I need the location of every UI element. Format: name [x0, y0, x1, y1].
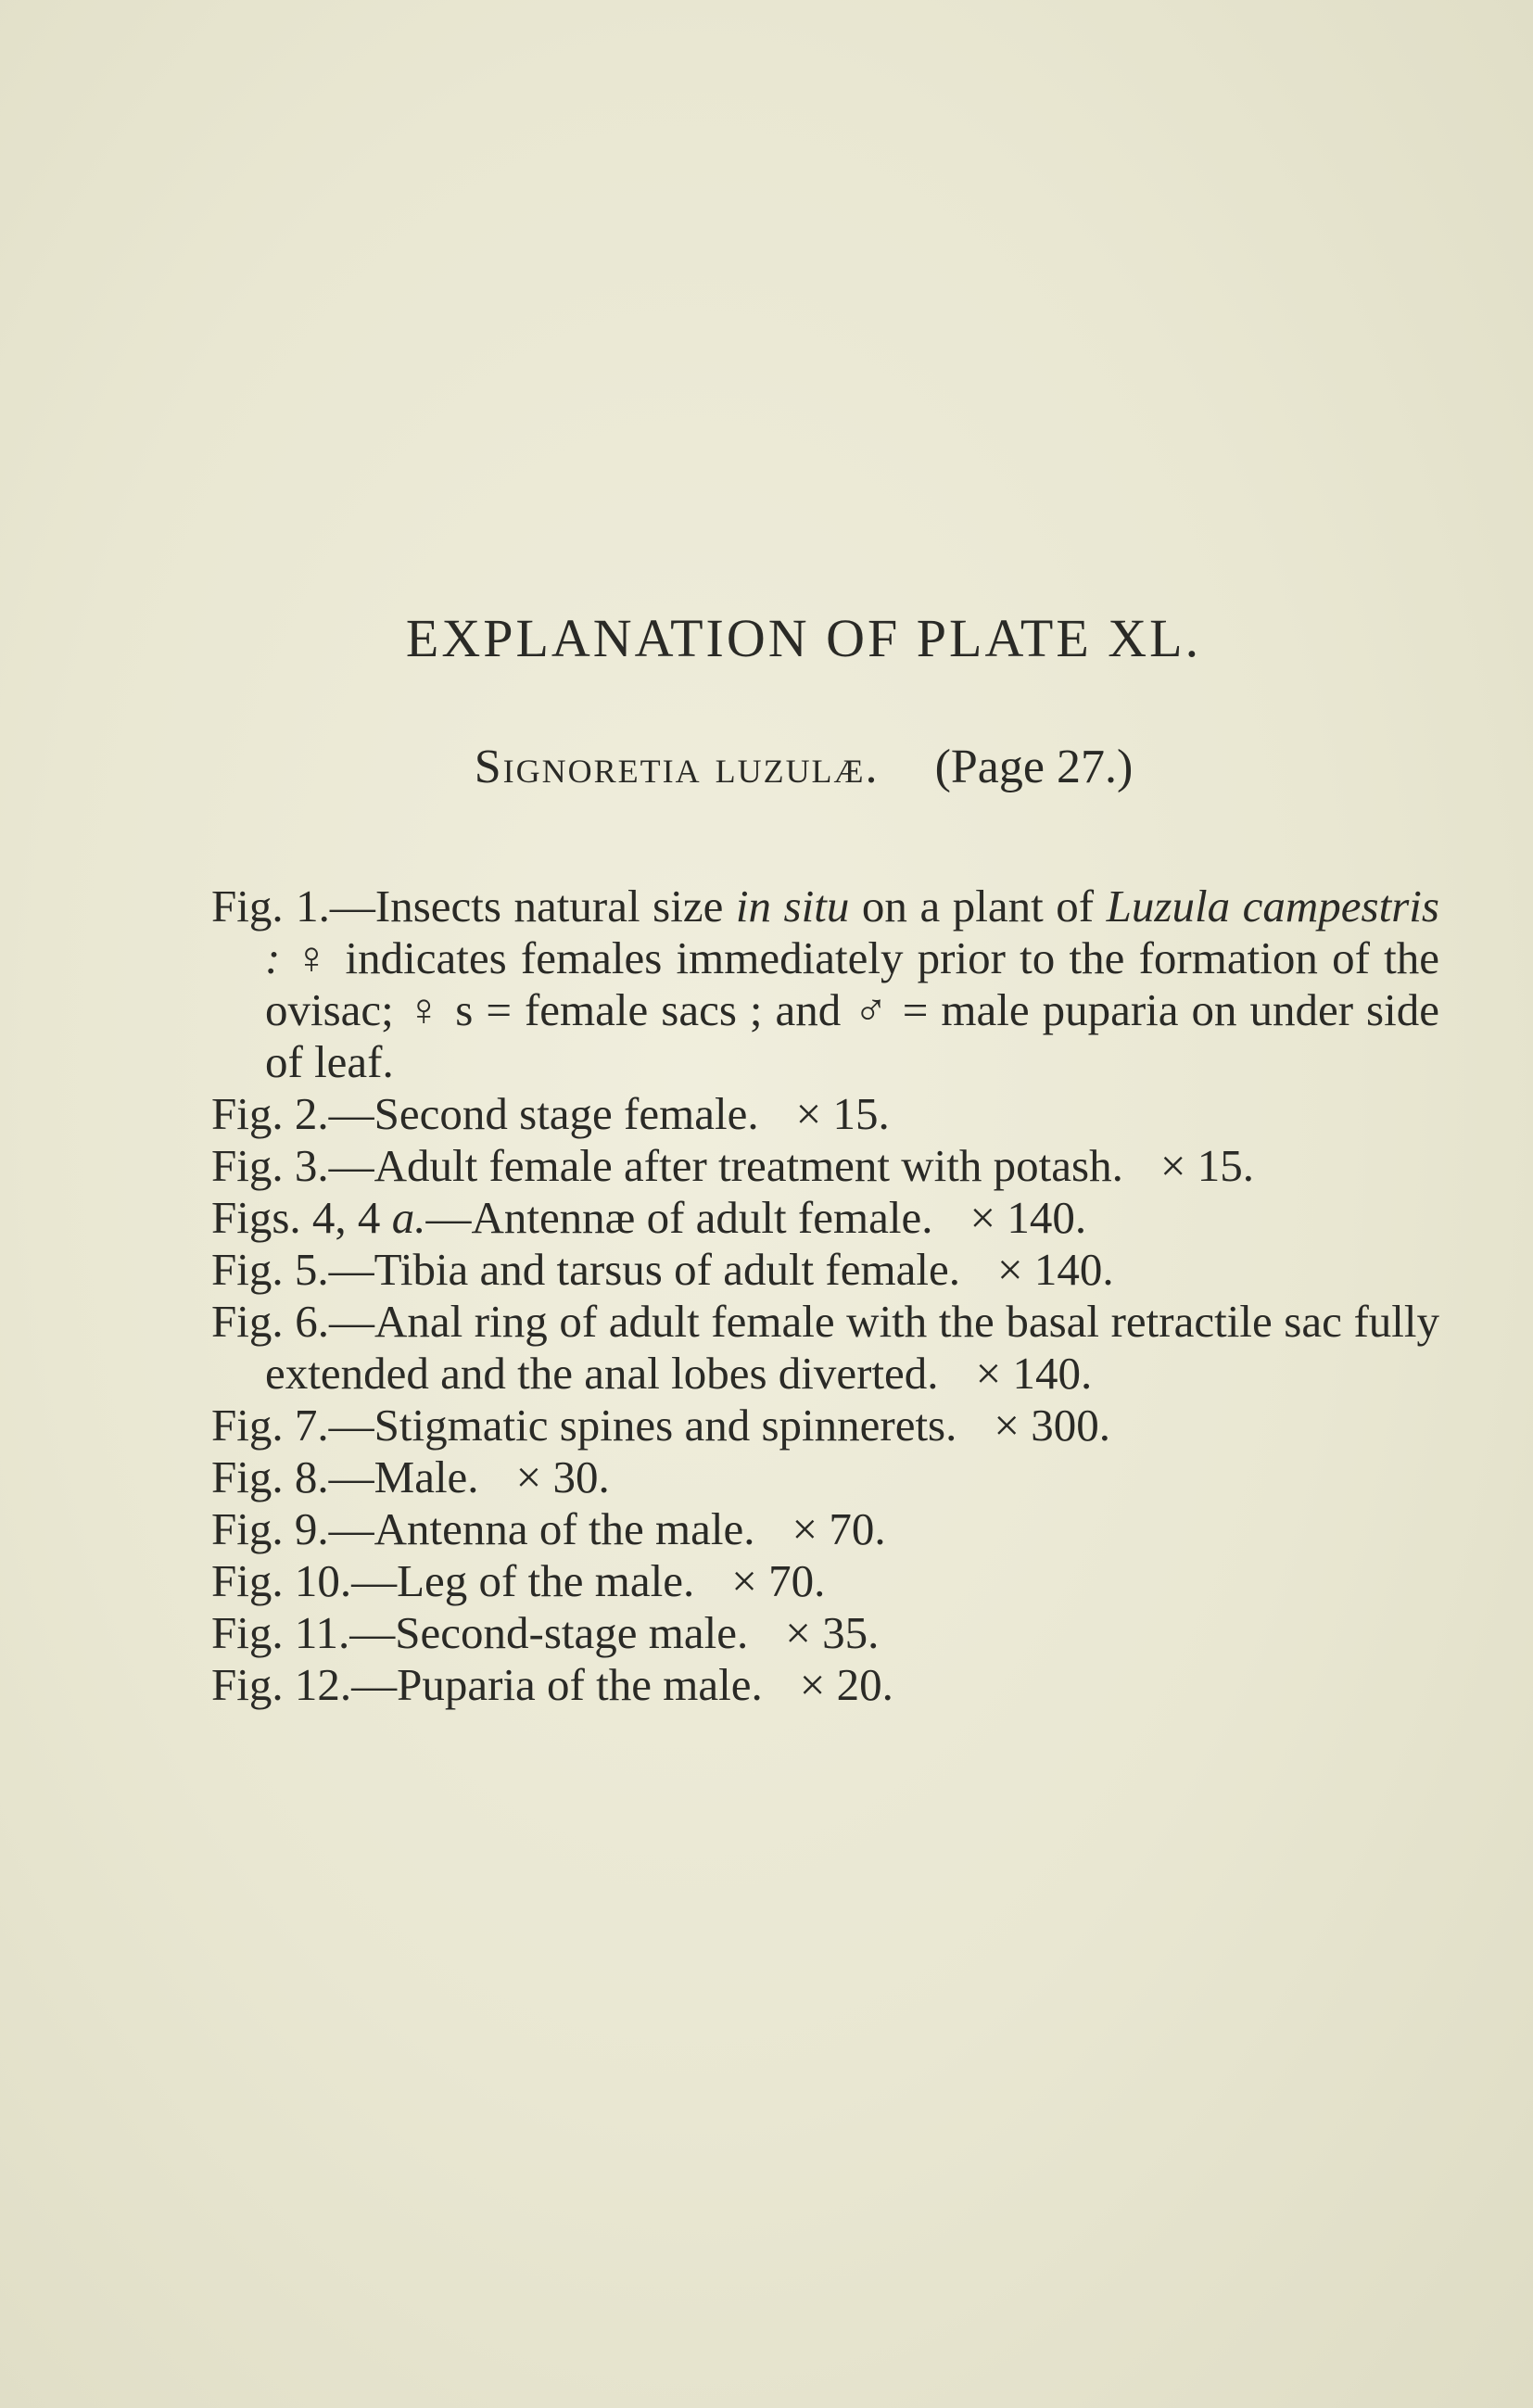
figure-text: —Adult female after treatment with potash. [328, 1140, 1123, 1191]
figure-label: Fig. 8. [211, 1451, 329, 1502]
magnification: × 35. [785, 1607, 880, 1658]
figure-label: Fig. 9. [211, 1503, 329, 1554]
figure-entry-12 [211, 1659, 1439, 1711]
magnification: × 15. [1159, 1140, 1254, 1191]
magnification: × 15. [795, 1088, 890, 1139]
figure-text: —Stigmatic spines and spinnerets. [328, 1400, 957, 1451]
figure-label: Fig. 1. [211, 881, 330, 932]
figure-label-italic: a. [380, 1192, 426, 1243]
magnification: × 140. [975, 1348, 1093, 1399]
figure-entry-10 [211, 1555, 1439, 1607]
figure-label: Fig. 6. [211, 1296, 329, 1347]
page-reference: (Page 27.) [934, 741, 1134, 793]
figure-text: —Insects natural size [329, 881, 736, 932]
figure-entry-4 [211, 1192, 1439, 1244]
figure-entry-1 [211, 881, 1439, 1088]
magnification: × 20. [799, 1659, 893, 1710]
figure-label: Fig. 3. [211, 1140, 329, 1191]
figure-text: —Antenna of the male. [328, 1503, 755, 1554]
figure-text: on a plant of [849, 881, 1107, 932]
figure-text-italic: in situ [735, 881, 850, 932]
plate-subtitle [0, 740, 1533, 794]
magnification: × 140. [996, 1244, 1114, 1295]
figure-label: Fig. 10. [211, 1555, 352, 1606]
figure-label: Fig. 11. [211, 1607, 350, 1658]
figure-entry-11 [211, 1607, 1439, 1659]
magnification: × 300. [994, 1400, 1111, 1451]
figure-entry-3 [211, 1140, 1439, 1192]
figure-label: Figs. 4, 4 [211, 1192, 381, 1243]
figure-text-italic: Luzula campestris : [265, 881, 1439, 983]
species-name: Signoretia luzulæ. [474, 741, 880, 793]
figure-entry-5 [211, 1244, 1439, 1296]
figure-entry-6 [211, 1296, 1439, 1400]
magnification: × 140. [969, 1192, 1087, 1243]
figure-label: Fig. 2. [211, 1088, 329, 1139]
figure-label: Fig. 7. [211, 1400, 329, 1451]
figure-text: —Antennæ of adult female. [425, 1192, 933, 1243]
figure-entry-9 [211, 1503, 1439, 1555]
figure-text: —Puparia of the male. [351, 1659, 763, 1710]
figure-label: Fig. 12. [211, 1659, 352, 1710]
figure-text: —Leg of the male. [351, 1555, 695, 1606]
figure-entry-2 [211, 1088, 1439, 1140]
figure-text: —Second stage female. [328, 1088, 759, 1139]
figure-text: —Second-stage male. [349, 1607, 749, 1658]
figure-text: —Anal ring of adult female with the basal retractile sac fully extended and the anal lobes diverted. [265, 1296, 1439, 1399]
figure-entry-8 [211, 1451, 1439, 1503]
magnification: × 30. [515, 1451, 610, 1502]
magnification: × 70. [792, 1503, 886, 1554]
figure-label: Fig. 5. [211, 1244, 329, 1295]
figure-text: —Male. [328, 1451, 479, 1502]
magnification: × 70. [731, 1555, 826, 1606]
figure-entry-7 [211, 1400, 1439, 1451]
figure-list [211, 881, 1439, 1711]
figure-text: ♀ indicates females immediately prior to the formation of the ovisac; ♀ s = female sacs ; and ♂ = male puparia on under side of leaf. [265, 932, 1439, 1087]
figure-text: —Tibia and tarsus of adult female. [328, 1244, 960, 1295]
plate-title: EXPLANATION OF PLATE XL. [405, 608, 1202, 668]
